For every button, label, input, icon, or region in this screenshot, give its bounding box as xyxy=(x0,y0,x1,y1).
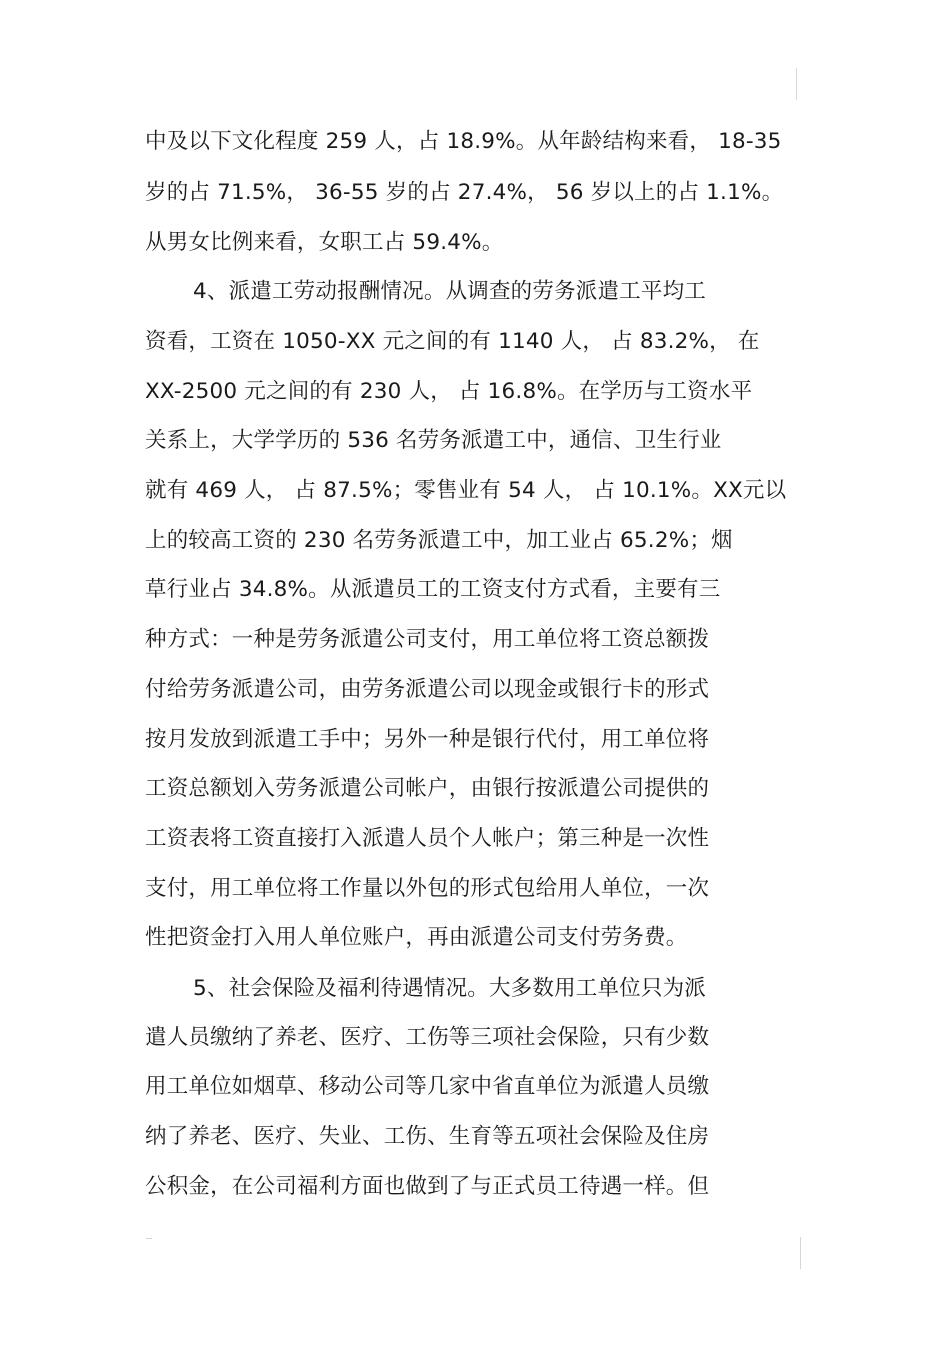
text-line: 支付，用工单位将工作量以外包的形式包给用人单位，一次 xyxy=(145,876,710,901)
text-line: 草行业占 34.8%。从派遣员工的工资支付方式看，主要有三 xyxy=(145,577,721,602)
page-corner-mark-bottom-right xyxy=(800,1237,801,1269)
text-line: 纳了养老、医疗、失业、工伤、生育等五项社会保险及住房 xyxy=(145,1124,710,1149)
text-line: 就有 469 人， 占 87.5%；零售业有 54 人， 占 10.1%。XX元以 xyxy=(145,478,787,503)
text-line: 性把资金打入用人单位账户，再由派遣公司支付劳务费。 xyxy=(145,925,688,950)
text-line: 从男女比例来看，女职工占 59.4%。 xyxy=(145,230,504,255)
text-line: 用工单位如烟草、移动公司等几家中省直单位为派遣人员缴 xyxy=(145,1074,710,1099)
text-line: 种方式：一种是劳务派遣公司支付，用工单位将工资总额拨 xyxy=(145,627,710,652)
page-corner-mark-top-right xyxy=(796,68,797,100)
text-line: 遣人员缴纳了养老、医疗、工伤等三项社会保险，只有少数 xyxy=(145,1025,710,1050)
page-corner-mark-bottom-left xyxy=(146,1238,152,1239)
text-line: 工资表将工资直接打入派遣人员个人帐户；第三种是一次性 xyxy=(145,826,710,851)
text-line: 付给劳务派遣公司，由劳务派遣公司以现金或银行卡的形式 xyxy=(145,677,710,702)
text-line: 5、社会保险及福利待遇情况。大多数用工单位只为派 xyxy=(193,976,706,1001)
text-line: 中及以下文化程度 259 人，占 18.9%。从年龄结构来看， 18-35 xyxy=(145,129,782,154)
text-line: 工资总额划入劳务派遣公司帐户，由银行按派遣公司提供的 xyxy=(145,776,710,801)
text-line: 关系上，大学学历的 536 名劳务派遣工中，通信、卫生行业 xyxy=(145,428,722,453)
text-line: 公积金，在公司福利方面也做到了与正式员工待遇一样。但 xyxy=(145,1174,710,1199)
text-line: 4、派遣工劳动报酬情况。从调查的劳务派遣工平均工 xyxy=(193,279,706,304)
text-line: 上的较高工资的 230 名劳务派遣工中，加工业占 65.2%；烟 xyxy=(145,528,733,553)
text-line: 按月发放到派遣工手中；另外一种是银行代付，用工单位将 xyxy=(145,727,710,752)
text-line: XX-2500 元之间的有 230 人， 占 16.8%。在学历与工资水平 xyxy=(145,379,753,404)
text-line: 资看，工资在 1050-XX 元之间的有 1140 人， 占 83.2%， 在 xyxy=(145,329,760,354)
text-line: 岁的占 71.5%， 36-55 岁的占 27.4%， 56 岁以上的占 1.1%。 xyxy=(145,180,784,205)
